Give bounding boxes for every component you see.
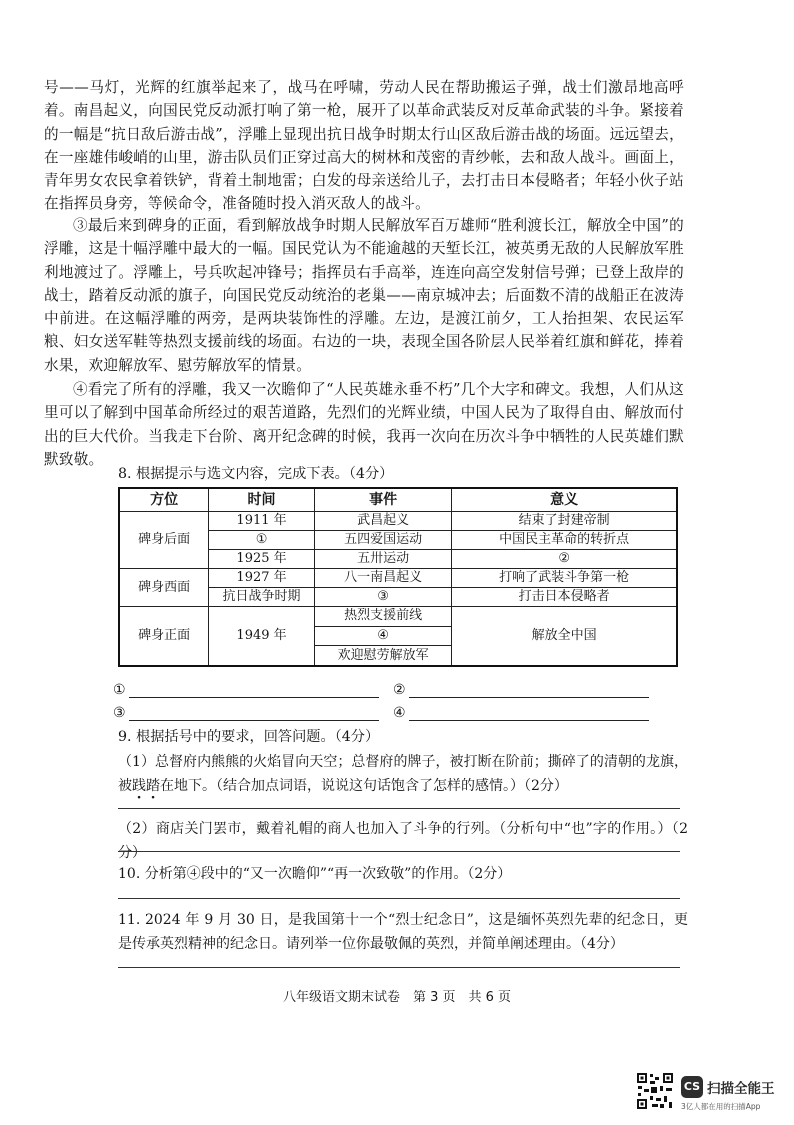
position-back: 碑身后面: [119, 512, 209, 569]
blank-line-1[interactable]: [129, 697, 379, 698]
table-row: [119, 569, 677, 588]
answer-line-9-2[interactable]: [118, 851, 680, 852]
blank-4-cell[interactable]: ④: [314, 626, 451, 646]
emphasis-dotted-char: 践: [132, 778, 146, 794]
blank-label-1: ①: [113, 682, 126, 698]
time-cell: 1911 年: [209, 512, 315, 531]
question-9-title: 9. 根据括号中的要求，回答问题。（4分）: [118, 729, 380, 745]
passage-paragraph-3: ③最后来到碑身的正面，看到解放战争时期人民解放军百万雄师“胜利渡长江，解放全中国”的浮雕，这是十幅浮雕中最大的一幅。国民党认为不能逾越的天堑长江，被英勇无敌的人民解放军胜利地渡过了。浮雕上，号兵吹起冲锋号；指挥员右手高举，连连向高空发射信号弹；已登上敌岸的战士，踏着反动派的旗子，向国民党反动统治的老巢——南京城冲去；后面数不清的战船正在波涛中前进。在这幅浮雕的两旁，是两块装饰性的浮雕。左边，是渡江前夕，工人抬担架、农民运军粮、妇女送军鞋等热烈支援前线的场面。右边的一块，表现全国各阶层人民举着红旗和鲜花，捧着水果，欢迎解放军、慰劳解放军的情景。: [44, 217, 684, 374]
camscanner-logo-icon: CS: [681, 1076, 703, 1098]
monument-relief-table: [118, 487, 678, 667]
question-10-title: 10. 分析第④段中的“又一次瞻仰”“再一次致敬”的作用。（2分）: [118, 866, 512, 882]
question-8-title: 8. 根据提示与选文内容，完成下表。（4分）: [118, 466, 394, 482]
question-11-text: 11. 2024 年 9 月 30 日，是我国第十一个“烈士纪念日”，这是缅怀英烈先辈的纪念日，更是传承英烈精神的纪念日。请列举一位你最敬佩的英烈，并简单阐述理由。（4分）: [118, 912, 688, 952]
table-row: [119, 512, 677, 531]
event-cell: 热烈支援前线: [314, 607, 451, 627]
blank-2-cell[interactable]: ②: [452, 550, 677, 569]
answer-line-10[interactable]: [118, 898, 680, 899]
meaning-cell: 中国民主革命的转折点: [452, 531, 677, 550]
time-cell: 1925 年: [209, 550, 315, 569]
event-cell: 五卅运动: [314, 550, 451, 569]
meaning-cell: 打击日本侵略者: [452, 588, 677, 607]
header-meaning: 意义: [452, 488, 677, 512]
question-9-2: （2）商店关门罢市，戴着礼帽的商人也加入了斗争的行列。（分析句中“也”字的作用。）（2分）: [118, 821, 688, 861]
blank-label-3: ③: [113, 705, 126, 721]
position-front: 碑身正面: [119, 607, 209, 667]
question-9-1: [118, 750, 688, 798]
time-cell: 1927 年: [209, 569, 315, 588]
time-cell: 1949 年: [209, 607, 315, 667]
meaning-cell: 打响了武装斗争第一枪: [452, 569, 677, 588]
answer-line-9-1[interactable]: [118, 808, 680, 809]
blank-line-3[interactable]: [129, 720, 379, 721]
passage-paragraph-4: ④看完了所有的浮雕，我又一次瞻仰了“人民英雄永垂不朽”几个大字和碑文。我想，人们从这里可以了解到中国革命所经过的艰苦道路，先烈们的光辉业绩，中国人民为了取得自由、解放而付出的巨大代价。当我走下台阶、离开纪念碑的时候，我再一次向在历次斗争中牺牲的人民英雄们默默致敬。: [44, 381, 684, 468]
q9-1-text: （1）总督府内熊熊的火焰冒向天空；总督府的牌子，被打断在阶前；撕碎了的清朝的龙旗，被践踏在地下。（结合加点词语，说说这句话饱含了怎样的感情。）（2分）: [118, 754, 688, 794]
scanner-tagline: 3亿人都在用的扫描App: [681, 1102, 761, 1111]
qr-code-icon: [636, 1072, 674, 1110]
scanner-app-name: 扫描全能王: [707, 1081, 775, 1097]
passage-paragraph-1: 号——马灯，光辉的红旗举起来了，战马在呼啸，劳动人民在帮助搬运子弹，战士们激昂地高呼着。南昌起义，向国民党反动派打响了第一枪，展开了以革命武装反对反革命武装的斗争。紧接着的一幅是“抗日敌后游击战”，浮雕上显现出抗日战争时期太行山区敌后游击战的场面。远远望去，在一座雄伟峻峭的山里，游击队员们正穿过高大的树林和茂密的青纱帐，去和敌人战斗。画面上，青年男女农民拿着铁铲，背着土制地雷；白发的母亲送给儿子，去打击日本侵略者；年轻小伙子站在指挥员身旁，等候命令，准备随时投入消灭敌人的战斗。: [44, 79, 684, 213]
table-row: [119, 607, 677, 627]
meaning-cell: 解放全中国: [452, 607, 677, 667]
event-cell: 武昌起义: [314, 512, 451, 531]
header-event: 事件: [314, 488, 451, 512]
blank-3-cell[interactable]: ③: [314, 588, 451, 607]
blank-1-cell[interactable]: ①: [209, 531, 315, 550]
event-cell: 八一南昌起义: [314, 569, 451, 588]
blank-line-2[interactable]: [409, 697, 649, 698]
event-cell: 五四爱国运动: [314, 531, 451, 550]
blank-label-2: ②: [393, 682, 406, 698]
answer-line-11[interactable]: [118, 967, 680, 968]
blank-label-4: ④: [393, 705, 406, 721]
position-west: 碑身西面: [119, 569, 209, 607]
table-header-row: [119, 488, 677, 512]
header-time: 时间: [209, 488, 315, 512]
time-cell: 抗日战争时期: [209, 588, 315, 607]
emphasis-dotted-char: 踏: [146, 778, 160, 794]
page-footer: 八年级语文期末试卷 第 3 页 共 6 页: [282, 990, 512, 1005]
blank-line-4[interactable]: [409, 720, 649, 721]
meaning-cell: 结束了封建帝制: [452, 512, 677, 531]
event-cell: 欢迎慰劳解放军: [314, 646, 451, 666]
header-position: 方位: [119, 488, 209, 512]
